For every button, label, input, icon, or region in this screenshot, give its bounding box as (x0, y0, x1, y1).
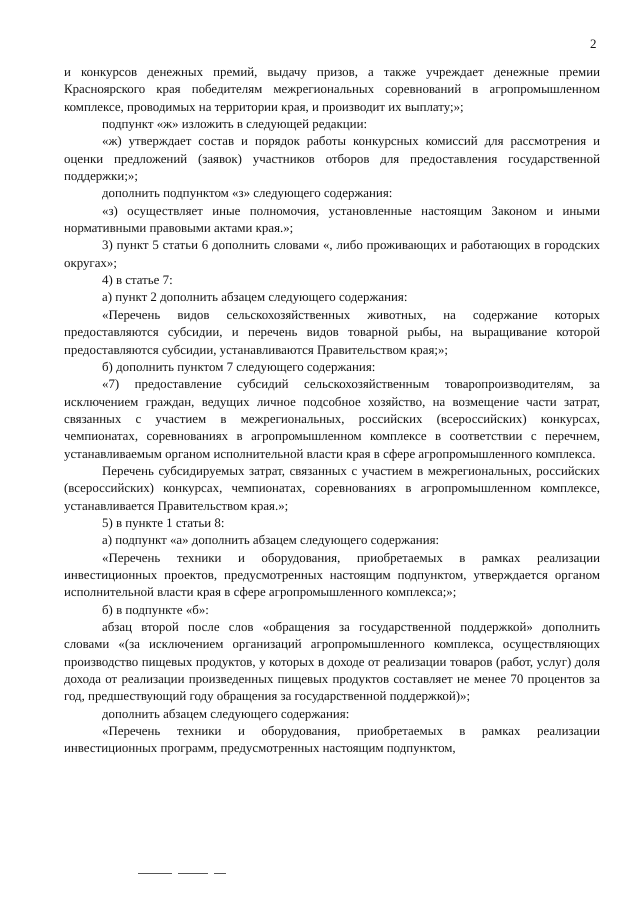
footer-rule (178, 873, 208, 874)
paragraph: 3) пункт 5 статьи 6 дополнить словами «, либо проживающих и работающих в городских округах»; (64, 238, 600, 270)
paragraph: «Перечень техники и оборудования, приобретаемых в рамках реализации инвестиционных программ, предусмотренных настоящим подпунктом, (64, 724, 600, 756)
paragraph: б) в подпункте «б»: (102, 602, 209, 617)
paragraph: а) подпункт «а» дополнить абзацем следующего содержания: (102, 533, 440, 548)
footer-rule (214, 873, 226, 874)
paragraph: дополнить подпунктом «з» следующего содержания: (102, 186, 393, 201)
paragraph: дополнить абзацем следующего содержания: (102, 706, 350, 721)
paragraph: подпункт «ж» изложить в следующей редакции: (102, 117, 368, 132)
page-number: 2 (590, 36, 597, 51)
paragraph: б) дополнить пунктом 7 следующего содержания: (102, 359, 376, 374)
paragraph: 5) в пункте 1 статьи 8: (102, 515, 225, 530)
paragraph: и конкурсов денежных премий, выдачу призов, а также учреждает денежные премии Красноярского края победителям межрегиональных соревнований в агропромышленном комплексе, проводимых на территории края, и производит их выплату;»; (64, 65, 600, 114)
paragraph: «Перечень техники и оборудования, приобретаемых в рамках реализации инвестиционных проектов, предусмотренных настоящим подпунктом, утверждается органом исполнительной власти края в сфере агропромышленного комплекса;»; (64, 550, 600, 600)
paragraph: а) пункт 2 дополнить абзацем следующего содержания: (102, 290, 408, 305)
paragraph: «Перечень видов сельскохозяйственных животных, на содержание которых предоставляются субсидии, и перечень видов товарной рыбы, на выращивание которой предоставляются субсидии, устанавливаются Правительством края;»; (64, 307, 600, 357)
paragraph: «7) предоставление субсидий сельскохозяйственным товаропроизводителям, за исключением граждан, ведущих личное подсобное хозяйство, на возмещение части затрат, связанных с участием в межрегиональных, российских (всероссийских) конкурсах, чемпионатах, соревнованиях в агропромышленном комплексе в соответствии с перечнем, устанавливаемым органом исполнительной власти края в сфере агропромышленного комплекса. (64, 377, 600, 461)
paragraph: «ж) утверждает состав и порядок работы конкурсных комиссий для рассмотрения и оценки предложений (заявок) участников отборов для предоставления государственной поддержки;»; (64, 134, 600, 184)
footer-rule (138, 873, 172, 874)
paragraph: абзац второй после слов «обращения за государственной поддержкой» дополнить словами «(за исключением организаций агропромышленного комплекса, осуществляющих производство пищевых продуктов, у которых в доходе от реализации товаров (работ, услуг) доля дохода от реализации произведенных пищевых продуктов составляет не менее 70 процентов за год, предшествующий году обращения за государственной поддержкой)»; (64, 620, 600, 704)
paragraph: Перечень субсидируемых затрат, связанных с участием в межрегиональных, российских (всероссийских) конкурсах, чемпионатах, соревнованиях в агропромышленном комплексе, устанавливается Правительством края.»; (64, 463, 600, 513)
paragraph: 4) в статье 7: (102, 273, 173, 288)
paragraph: «з) осуществляет иные полномочия, установленные настоящим Законом и иными нормативными правовыми актами края.»; (64, 203, 600, 236)
document-body (64, 64, 600, 758)
